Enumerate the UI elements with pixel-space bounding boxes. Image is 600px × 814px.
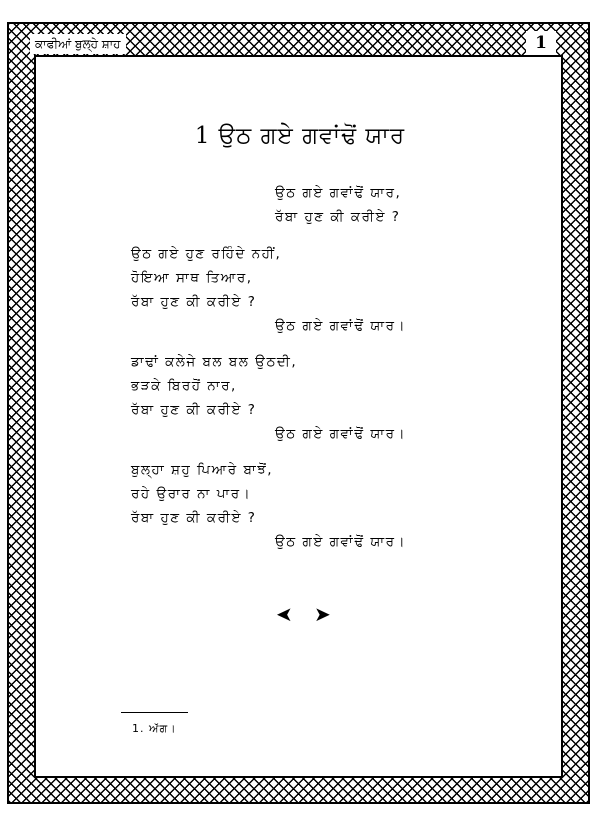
poem-refrain: ਉਠ ਗਏ ਗਵਾਂਢੋਂ ਯਾਰ।: [275, 318, 407, 334]
poem-line: ਰੱਬਾ ਹੁਣ ਕੀ ਕਰੀਏ ?: [131, 510, 257, 526]
poem-title: [0, 123, 600, 149]
poem-line: ਹੋਇਆ ਸਾਥ ਤਿਆਰ,: [131, 270, 253, 286]
footnote-rule: [121, 712, 188, 713]
page-number: 1: [526, 31, 556, 55]
next-page-arrow-icon[interactable]: ➤: [314, 602, 331, 626]
poem-line: ਉਠ ਗਏ ਹੁਣ ਰਹਿੰਦੇ ਨਹੀਂ,: [131, 246, 282, 262]
page-content-area: [34, 55, 563, 778]
poem-refrain: ਉਠ ਗਏ ਗਵਾਂਢੋਂ ਯਾਰ।: [275, 426, 407, 442]
prev-page-arrow-icon[interactable]: ➤: [276, 602, 293, 626]
running-header-title: ਕਾਫੀਆਂ ਬੁਲ੍ਹੇ ਸ਼ਾਹ: [30, 34, 126, 54]
footnote: 1. ਅੱਗ।: [132, 722, 177, 735]
poem-line: ਬੁਲ੍ਹਾ ਸ਼ਹੁ ਪਿਆਰੇ ਬਾਝੋਂ,: [131, 462, 274, 478]
poem-title-text: ਉਠ ਗਏ ਗਵਾਂਢੋਂ ਯਾਰ: [218, 123, 406, 149]
poem-line: ਭੜਕੇ ਬਿਰਹੋਂ ਨਾਰ,: [131, 378, 237, 394]
poem-number: 1: [194, 123, 211, 149]
poem-line: ਉਠ ਗਏ ਗਵਾਂਢੋਂ ਯਾਰ,: [275, 185, 402, 201]
poem-line: ਰੱਬਾ ਹੁਣ ਕੀ ਕਰੀਏ ?: [131, 402, 257, 418]
poem-line: ਰਹੇ ਉਰਾਰ ਨਾ ਪਾਰ।: [131, 486, 252, 502]
poem-line: ਰੱਬਾ ਹੁਣ ਕੀ ਕਰੀਏ ?: [275, 209, 401, 225]
poem-refrain: ਉਠ ਗਏ ਗਵਾਂਢੋਂ ਯਾਰ।: [275, 534, 407, 550]
poem-line: ਡਾਢਾਂ ਕਲੇਜੇ ਬਲ ਬਲ ਉਠਦੀ,: [131, 354, 298, 370]
poem-line: ਰੱਬਾ ਹੁਣ ਕੀ ਕਰੀਏ ?: [131, 294, 257, 310]
